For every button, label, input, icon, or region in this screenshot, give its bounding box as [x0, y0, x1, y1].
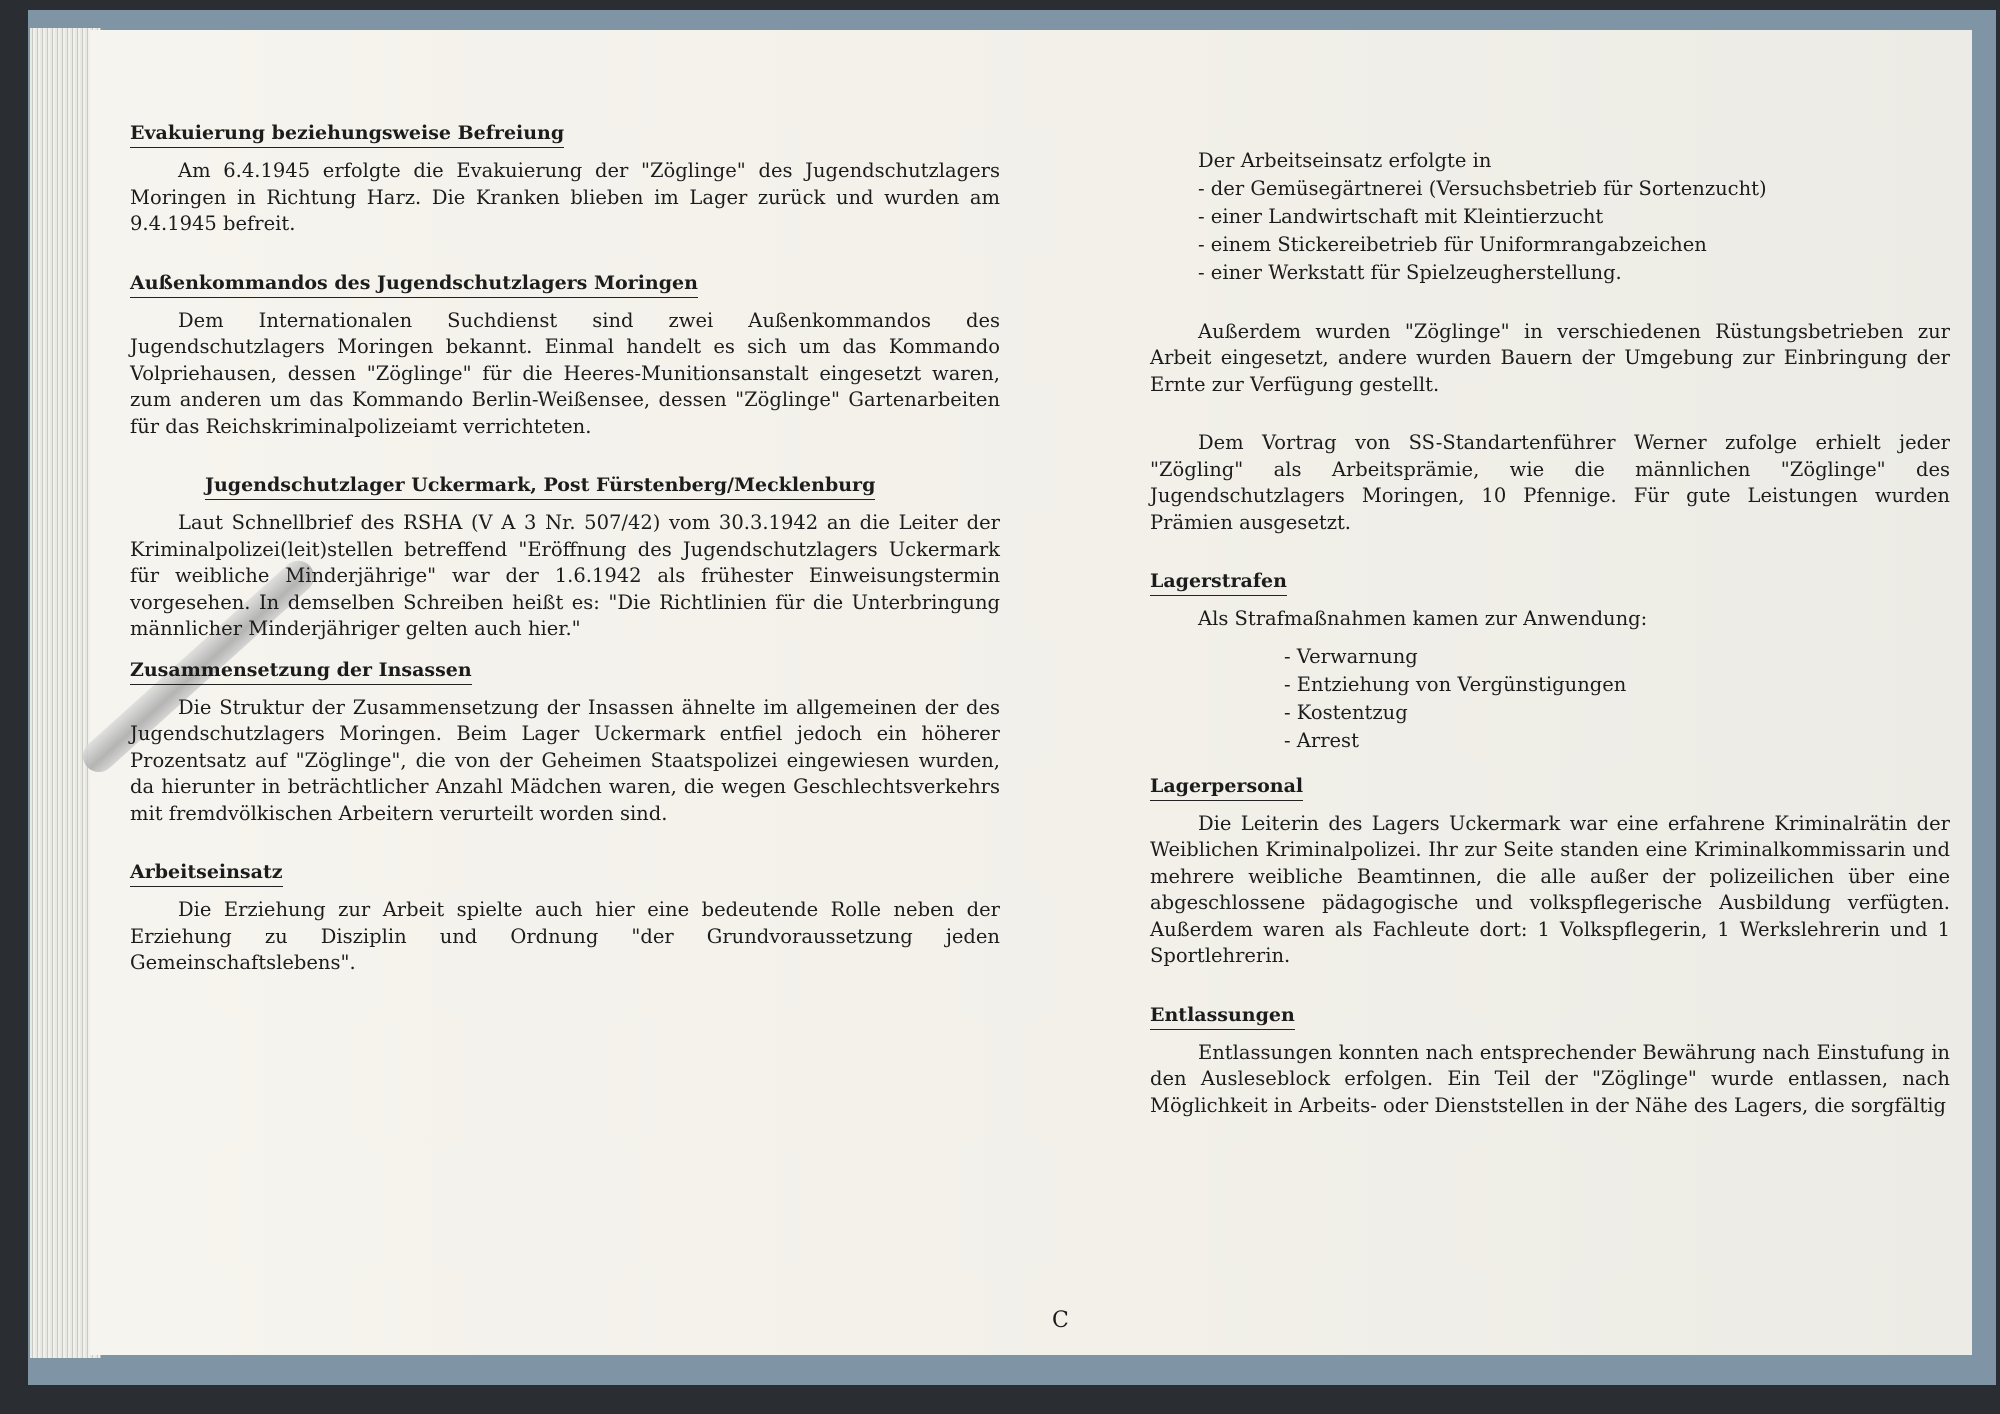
para-zusammensetzung: Die Struktur der Zusammensetzung der Insassen ähnelte im allgemeinen der des Jugendschutzlagers Moringen. Beim Lager Uckermark entfiel jedoch ein höherer Prozentsatz auf "Zöglinge", die von der Geheimen Staatspolizei eingewiesen wurden, da hierunter in beträchtlicher Anzahl Mädchen waren, die wegen Geschlechtsverkehrs mit fremdvölkischen Arbeitern verurteilt worden sind. — [130, 695, 1000, 825]
para-uckermark: Laut Schnellbrief des RSHA (V A 3 Nr. 507/42) vom 30.3.1942 an die Leiter der Kriminalpolizei(leit)stellen betreffend "Eröffnung des Jugendschutzlagers Uckermark für weibliche Minderjährige" war der 1.6.1942 als frühester Einweisungstermin vorgesehen. In demselben Schreiben heißt es: "Die Richtlinien für die Unterbringung männlicher Minderjähriger gelten auch hier." — [130, 511, 1000, 640]
para-personal: Die Leiterin des Lagers Uckermark war eine erfahrene Kriminalrätin der Weiblichen Kriminalpolizei. Ihr zur Seite standen eine Kriminalkommissarin und mehrere weibliche Beamtinnen, die alle außer der polizeilichen über eine abgeschlossene pädagogische und volkspflegerische Ausbildung verfügten. Außerdem waren als Fachleute dort: 1 Volkspflegerin, 1 Werkslehrerin und 1 Sportlehrerin. — [1150, 811, 1950, 967]
list-item: - einer Werkstatt für Spielzeugherstellung. — [1198, 259, 1950, 287]
para-aussenkommandos: Dem Internationalen Suchdienst sind zwei Außenkommandos des Jugendschutzlagers Moringen bekannt. Einmal handelt es sich um das Kommando Volpriehausen, dessen "Zöglinge" für die Heeres-Munitionsanstalt eingesetzt waren, zum anderen um das Kommando Berlin-Weißensee, dessen "Zöglinge" Gartenarbeiten für das Reichskriminalpolizeiamt verrichteten. — [130, 308, 1000, 438]
left-page — [130, 112, 1000, 977]
para-entlassungen: Entlassungen konnten nach entsprechender Bewährung nach Einstufung in den Ausleseblock erfolgen. Ein Teil der "Zöglinge" wurde entlassen, nach Möglichkeit in Arbeits- oder Dienststellen in der Nähe des Lagers, die sorgfältig — [1150, 1040, 1950, 1117]
work-list — [1150, 175, 1950, 287]
heading-evakuierung: Evakuierung beziehungsweise Befreiung — [130, 120, 564, 148]
heading-lagerstrafen: Lagerstrafen — [1150, 568, 1287, 596]
right-page — [1150, 112, 1950, 1119]
page-letter: C — [1052, 1308, 1069, 1333]
list-item: - Arrest — [1284, 727, 1950, 755]
para-strafen-intro: Als Strafmaßnahmen kamen zur Anwendung: — [1198, 607, 1648, 630]
list-item: - der Gemüsegärtnerei (Versuchsbetrieb für Sortenzucht) — [1198, 175, 1950, 203]
para-arbeitseinsatz: Die Erziehung zur Arbeit spielte auch hier eine bedeutende Rolle neben der Erziehung zu Disziplin und Ordnung "der Grundvoraussetzung jeden Gemeinschaftslebens". — [130, 898, 1000, 974]
list-item: - Entziehung von Vergünstigungen — [1284, 671, 1950, 699]
heading-zusammensetzung: Zusammensetzung der Insassen — [130, 657, 472, 685]
para-arbeitseinsatz-intro: Der Arbeitseinsatz erfolgte in — [1198, 149, 1492, 172]
para-vortrag: Dem Vortrag von SS-Standartenführer Werner zufolge erhielt jeder "Zögling" als Arbeitsprämie, wie die männlichen "Zöglinge" des Jugendschutzlagers Moringen, 10 Pfennige. Für gute Leistungen wurden Prämien ausgesetzt. — [1150, 431, 1950, 534]
heading-arbeitseinsatz: Arbeitseinsatz — [130, 859, 283, 887]
list-item: - einer Landwirtschaft mit Kleintierzucht — [1198, 203, 1950, 231]
list-item: - einem Stickereibetrieb für Uniformrangabzeichen — [1198, 231, 1950, 259]
para-ruestung: Außerdem wurden "Zöglinge" in verschiedenen Rüstungsbetrieben zur Arbeit eingesetzt, andere wurden Bauern der Umgebung zur Einbringung der Ernte zur Verfügung gestellt. — [1150, 319, 1950, 396]
heading-aussenkommandos: Außenkommandos des Jugendschutzlagers Moringen — [130, 270, 698, 298]
list-item: - Verwarnung — [1284, 643, 1950, 671]
para-evakuierung: Am 6.4.1945 erfolgte die Evakuierung der "Zöglinge" des Jugendschutzlagers Moringen in Richtung Harz. Die Kranken blieben im Lager zurück und wurden am 9.4.1945 befreit. — [130, 159, 1000, 235]
heading-lagerpersonal: Lagerpersonal — [1150, 773, 1303, 801]
strafen-list — [1150, 643, 1950, 755]
list-item: - Kostentzug — [1284, 699, 1950, 727]
heading-uckermark: Jugendschutzlager Uckermark, Post Fürstenberg/Mecklenburg — [205, 472, 875, 500]
heading-entlassungen: Entlassungen — [1150, 1002, 1295, 1030]
